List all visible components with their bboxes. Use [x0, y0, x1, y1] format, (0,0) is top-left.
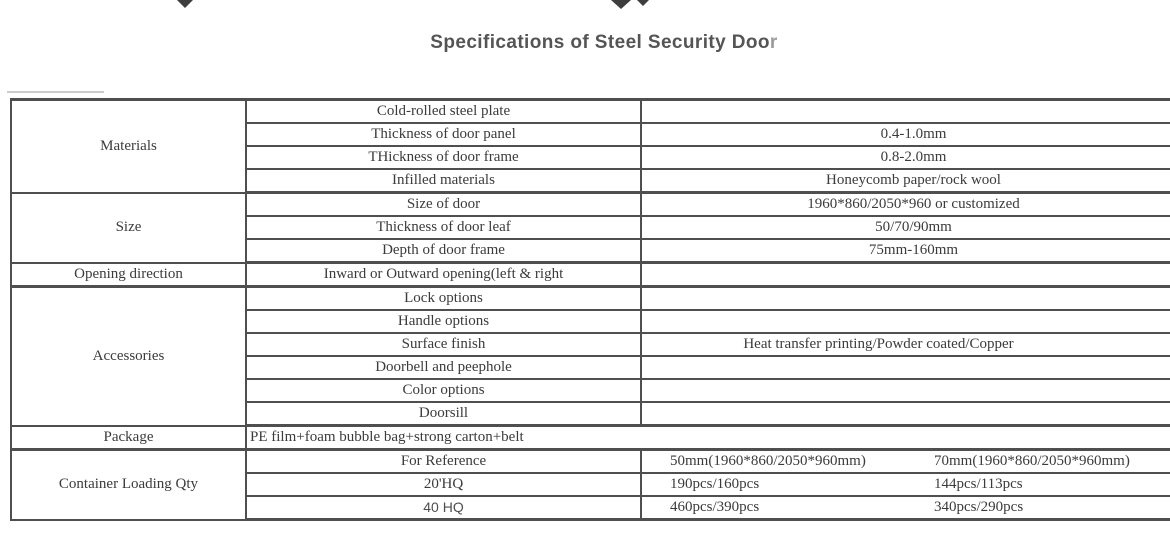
cutoff-glyph-icon [177, 0, 193, 8]
cutoff-glyph-icon [611, 0, 631, 9]
page-title [0, 32, 1170, 54]
value-cell [641, 263, 1170, 287]
value-cell [641, 473, 1170, 496]
item-cell: Color options [246, 379, 641, 402]
category-cell-materials: Materials [11, 100, 246, 193]
page-title-main: Specifications of Steel Security Doo [430, 32, 770, 53]
item-cell: Cold-rolled steel plate [246, 100, 641, 124]
category-cell-accessories: Accessories [11, 287, 246, 426]
item-cell: Lock options [246, 287, 641, 311]
table-row [11, 100, 1170, 124]
value-left: 190pcs/160pcs [670, 476, 760, 492]
spec-table-container [10, 98, 1170, 528]
dual-value [642, 497, 1170, 518]
value-cell: 75mm-160mm [641, 239, 1170, 263]
category-cell-container-loading-qty: Container Loading Qty [11, 450, 246, 520]
value-cell: Honeycomb paper/rock wool [641, 169, 1170, 193]
item-cell: Infilled materials [246, 169, 641, 193]
value-cell [641, 496, 1170, 520]
value-cell [641, 379, 1170, 402]
table-row [11, 426, 1170, 450]
value-cell [641, 402, 1170, 426]
item-cell: 20'HQ [246, 473, 641, 496]
value-cell: 1960*860/2050*960 or customized [641, 193, 1170, 217]
item-cell: Thickness of door leaf [246, 216, 641, 239]
value-cell: 50/70/90mm [641, 216, 1170, 239]
value-cell: 0.4-1.0mm [641, 123, 1170, 146]
item-cell: Surface finish [246, 333, 641, 356]
item-cell: For Reference [246, 450, 641, 474]
value-left: 50mm(1960*860/2050*960mm) [670, 453, 866, 469]
value-right: 340pcs/290pcs [934, 499, 1024, 515]
category-cell-size: Size [11, 193, 246, 263]
item-cell: 40 HQ [246, 496, 641, 520]
dual-value [642, 451, 1170, 472]
value-cell: 0.8-2.0mm [641, 146, 1170, 169]
item-cell: Handle options [246, 310, 641, 333]
item-cell: PE film+foam bubble bag+strong carton+belt [246, 426, 1170, 450]
item-cell: THickness of door frame [246, 146, 641, 169]
cutoff-glyph-icon [637, 0, 649, 6]
value-cell [641, 356, 1170, 379]
value-cell [641, 287, 1170, 311]
value-cell [641, 450, 1170, 474]
value-cell [641, 100, 1170, 124]
item-cell: Doorbell and peephole [246, 356, 641, 379]
item-cell: Size of door [246, 193, 641, 217]
value-left: 460pcs/390pcs [670, 499, 760, 515]
faint-artifact-line [7, 91, 104, 93]
value-cell: Heat transfer printing/Powder coated/Copper [641, 333, 1170, 356]
table-row [11, 287, 1170, 311]
category-cell-package: Package [11, 426, 246, 450]
table-row [11, 263, 1170, 287]
page-title-tail: r [769, 32, 778, 53]
item-cell: Thickness of door panel [246, 123, 641, 146]
value-right: 70mm(1960*860/2050*960mm) [934, 453, 1130, 469]
item-cell: Depth of door frame [246, 239, 641, 263]
item-cell: Inward or Outward opening(left & right [246, 263, 641, 287]
table-row [11, 193, 1170, 217]
value-right: 144pcs/113pcs [934, 476, 1023, 492]
category-cell-opening-direction: Opening direction [11, 263, 246, 287]
item-cell: Doorsill [246, 402, 641, 426]
spec-table [10, 98, 1170, 521]
dual-value [642, 474, 1170, 495]
value-cell [641, 310, 1170, 333]
table-row [11, 450, 1170, 474]
